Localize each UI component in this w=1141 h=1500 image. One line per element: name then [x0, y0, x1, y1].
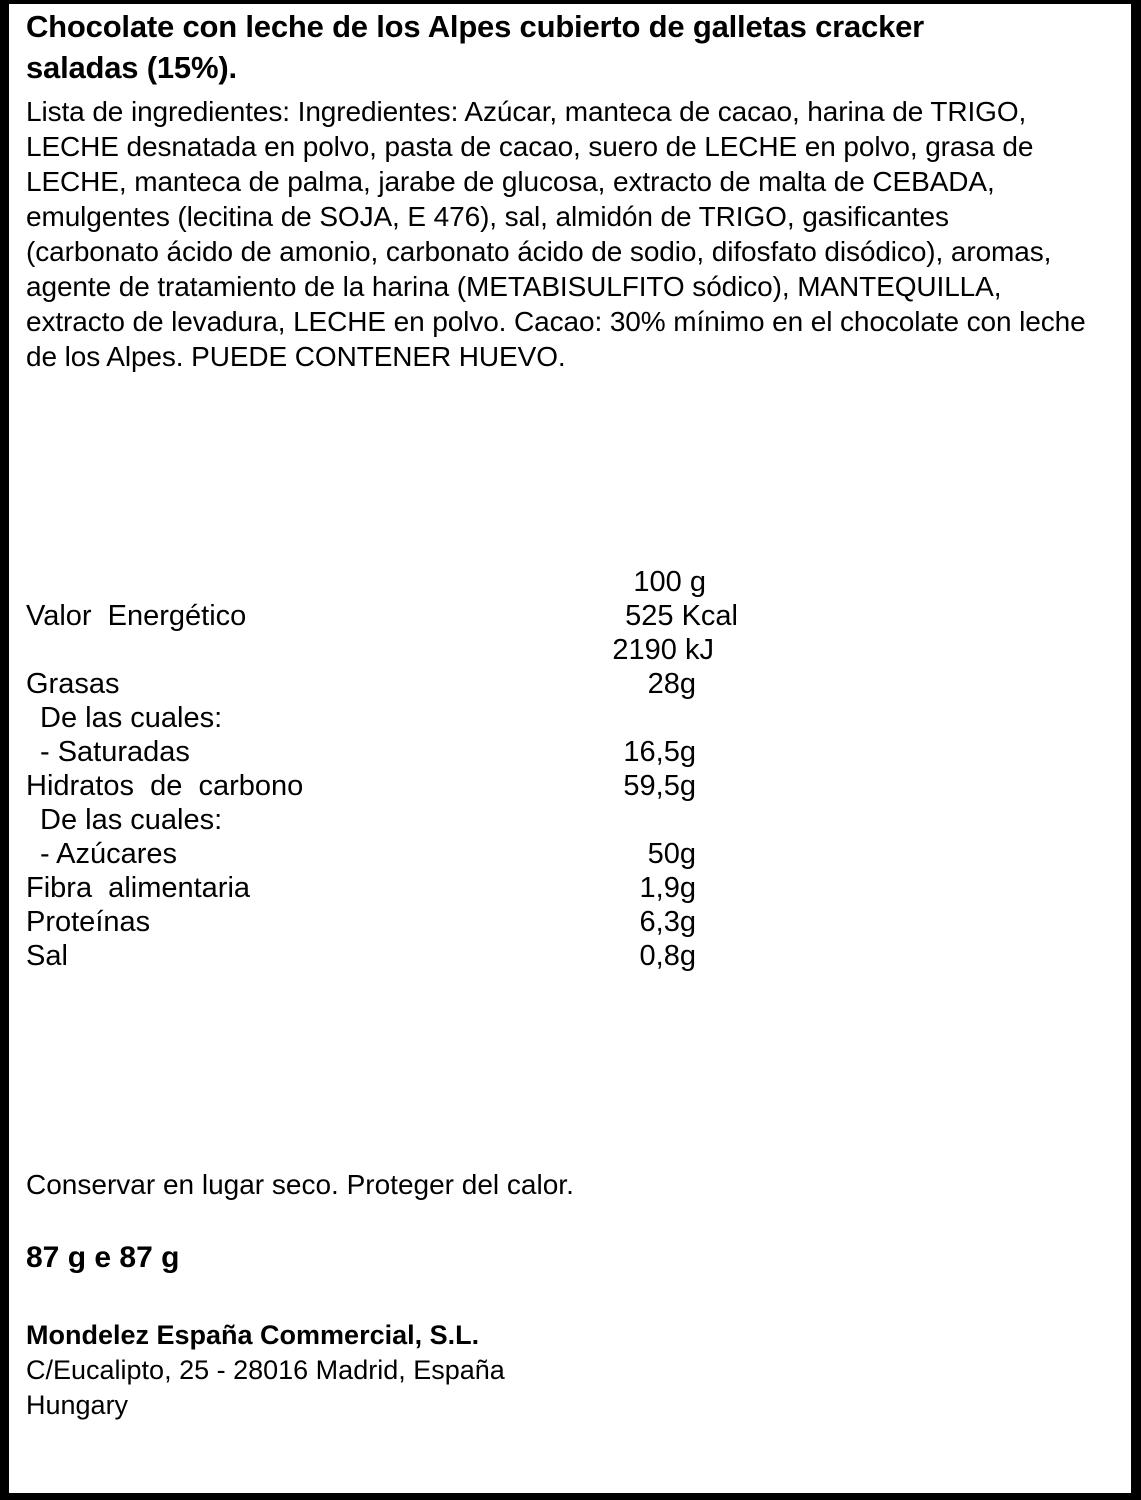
row-label-fat: Grasas	[26, 668, 120, 700]
nutrition-column-header: 100 g	[633, 566, 706, 598]
table-row-energy-kcal	[26, 599, 738, 633]
page-border-right	[1131, 0, 1141, 1500]
net-weight: 87 g e 87 g	[26, 1241, 180, 1274]
row-value-fibre: 1,9g	[639, 872, 696, 904]
row-value-fat: 28g	[647, 668, 696, 700]
row-label-saturates: - Saturadas	[40, 736, 190, 768]
row-value-salt: 0,8g	[639, 940, 696, 972]
row-label-carbohydrates: Hidratos de carbono	[26, 770, 304, 802]
table-row-carbs-ofwhich	[26, 803, 726, 837]
row-value-energy-kj: 2190 kJ	[612, 634, 714, 666]
product-title: Chocolate con leche de los Alpes cubierto de galletas cracker saladas (15%).	[26, 9, 925, 85]
ingredients-list: Lista de ingredientes: Ingredientes: Azúcar, manteca de cacao, harina de TRIGO, LECHE desnatada en polvo, pasta de cacao, suero de LECHE en polvo, grasa de LECHE, manteca de palma, jarabe de glucosa, extracto de malta de CEBADA, emulgentes (lecitina de SOJA, E 476), sal, almidón de TRIGO, gasificantes (carbonato ácido de amonio, carbonato ácido de sodio, difosfato disódico), aromas, agente de tratamiento de la harina (METABISULFITO sódico), MANTEQUILLA, extracto de levadura, LECHE en polvo. Cacao: 30% mínimo en el chocolate con leche de los Alpes. PUEDE CONTENER HUEVO.	[26, 96, 1086, 372]
table-row-carbohydrates	[26, 769, 726, 803]
table-row-energy-kj	[26, 633, 726, 667]
row-label-sugars: - Azúcares	[40, 838, 177, 870]
row-value-saturates: 16,5g	[623, 736, 696, 768]
manufacturer-country: Hungary	[26, 1390, 129, 1420]
page-border-bottom	[0, 1493, 1141, 1500]
nutrition-table	[26, 565, 738, 973]
row-label-fibre: Fibra alimentaria	[26, 872, 251, 904]
row-value-carbohydrates: 59,5g	[623, 770, 696, 802]
table-row-salt	[26, 939, 726, 973]
table-row-sugars	[26, 837, 726, 871]
storage-instructions: Conservar en lugar seco. Proteger del calor.	[26, 1169, 574, 1200]
page-border-left	[0, 0, 9, 1500]
nutrition-header-row	[26, 565, 726, 599]
table-row-fibre	[26, 871, 726, 905]
table-row-fat-ofwhich	[26, 701, 726, 735]
row-label-fat-of-which: De las cuales:	[40, 702, 223, 734]
manufacturer-company: Mondelez España Commercial, S.L.	[26, 1320, 480, 1350]
row-value-sugars: 50g	[647, 838, 696, 870]
manufacturer-address: C/Eucalipto, 25 - 28016 Madrid, España	[26, 1355, 505, 1385]
row-label-energy: Valor Energético	[26, 600, 247, 632]
label-content	[26, 0, 1111, 374]
row-label-carbs-of-which: De las cuales:	[40, 804, 223, 836]
row-value-protein: 6,3g	[639, 906, 696, 938]
table-row-fat	[26, 667, 726, 701]
manufacturer-block	[26, 1318, 505, 1423]
table-row-saturates	[26, 735, 726, 769]
row-label-protein: Proteínas	[26, 906, 151, 938]
table-row-protein	[26, 905, 726, 939]
row-label-salt: Sal	[26, 940, 68, 972]
row-value-energy-kcal: 525 Kcal	[625, 600, 738, 632]
